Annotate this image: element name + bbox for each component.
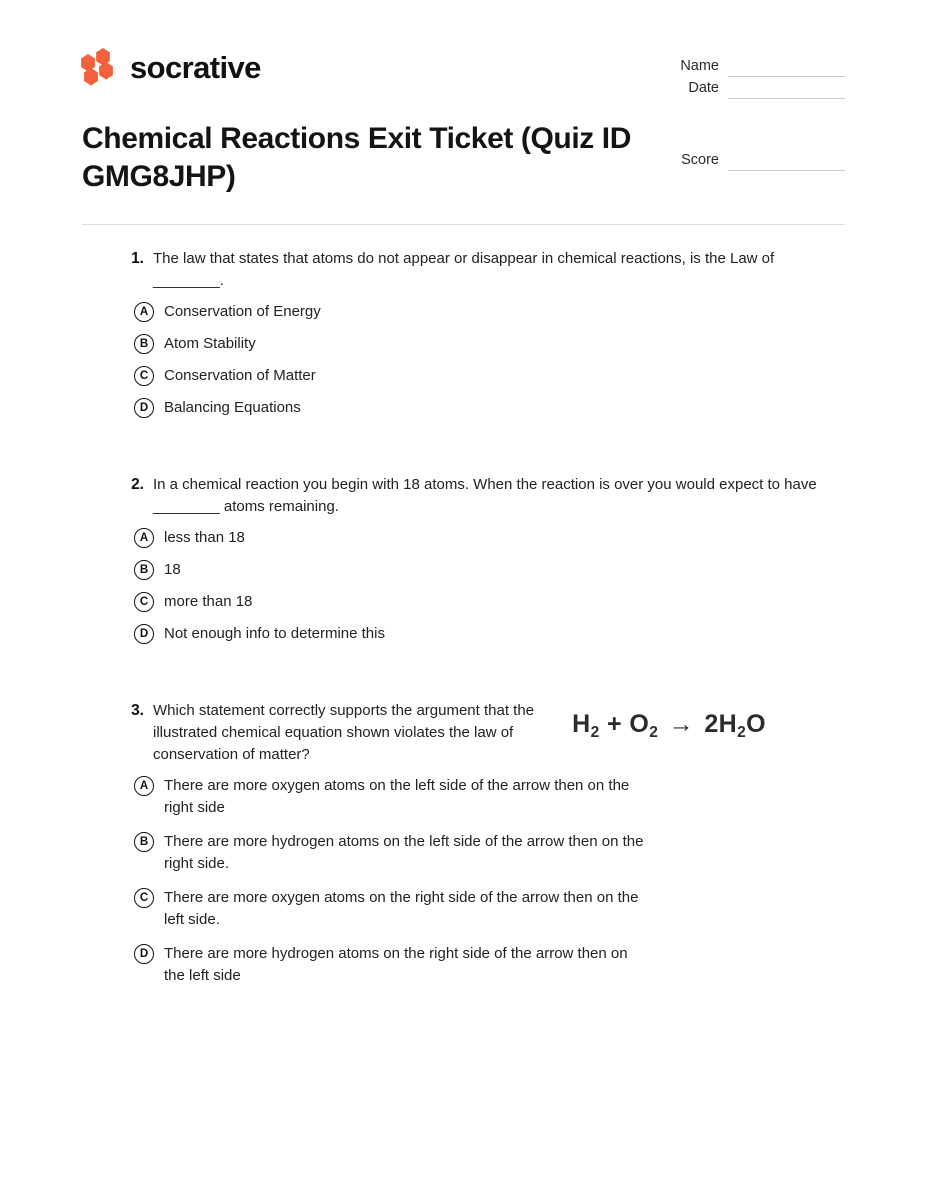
option-c[interactable]: [134, 887, 844, 931]
socrative-logo: [80, 48, 261, 86]
score-input-line[interactable]: [728, 153, 845, 171]
option-letter-circle[interactable]: B: [134, 560, 154, 580]
option-d[interactable]: [134, 623, 844, 645]
score-field-row: [660, 149, 845, 171]
question-3-text: Which statement correctly supports the argument that the illustrated chemical equation shown violates the law of conservation of matter?: [153, 702, 535, 763]
student-info-fields: [660, 55, 845, 171]
option-label: There are more oxygen atoms on the left side of the arrow then on the right side: [164, 777, 630, 816]
option-letter-circle[interactable]: B: [134, 334, 154, 354]
option-d[interactable]: [134, 397, 844, 419]
hexagon-shape: [83, 68, 99, 86]
question-1-options: [82, 301, 844, 419]
hexagon-shape: [98, 62, 114, 80]
question-3-number: 3.: [131, 702, 144, 719]
option-letter-circle[interactable]: A: [134, 528, 154, 548]
option-c[interactable]: [134, 365, 844, 387]
question-1-header: [82, 248, 844, 292]
header-divider: [82, 224, 845, 225]
option-letter-circle[interactable]: B: [134, 832, 154, 852]
option-letter-circle[interactable]: C: [134, 888, 154, 908]
page-header: [0, 0, 926, 193]
name-input-line[interactable]: [728, 59, 845, 77]
option-a[interactable]: [134, 527, 844, 549]
option-label: Balancing Equations: [164, 399, 301, 416]
hexagon-shape: [95, 48, 111, 66]
option-b[interactable]: [134, 333, 844, 355]
option-letter-circle[interactable]: A: [134, 776, 154, 796]
date-field-row: [660, 77, 845, 99]
socrative-hexagon-icon: [80, 48, 117, 86]
option-letter-circle[interactable]: C: [134, 592, 154, 612]
option-label: less than 18: [164, 529, 245, 546]
option-d[interactable]: [134, 943, 844, 987]
name-field-row: [660, 55, 845, 77]
option-label: Conservation of Matter: [164, 367, 316, 384]
option-letter-circle[interactable]: C: [134, 366, 154, 386]
option-label: Atom Stability: [164, 335, 256, 352]
questions-list: [0, 248, 926, 999]
question-1-number: 1.: [131, 250, 144, 267]
question-2-number: 2.: [131, 476, 144, 493]
option-b[interactable]: [134, 559, 844, 581]
reaction-arrow-icon: →: [668, 710, 694, 738]
option-label: There are more oxygen atoms on the right side of the arrow then on the left side.: [164, 889, 639, 928]
option-b[interactable]: [134, 831, 844, 875]
option-letter-circle[interactable]: D: [134, 944, 154, 964]
score-label: Score: [681, 152, 719, 168]
question-2-options: [82, 527, 844, 645]
option-letter-circle[interactable]: D: [134, 624, 154, 644]
question-2: [82, 474, 844, 645]
question-3-options: [82, 775, 844, 987]
page-title: Chemical Reactions Exit Ticket (Quiz ID GMG8JHP): [82, 122, 632, 193]
brand-name: socrative: [130, 49, 261, 85]
question-1: [82, 248, 844, 419]
question-2-header: [82, 474, 844, 518]
option-label: more than 18: [164, 593, 253, 610]
option-label: There are more hydrogen atoms on the left side of the arrow then on the right side.: [164, 833, 644, 872]
option-label: There are more hydrogen atoms on the right side of the arrow then on the left side: [164, 945, 628, 984]
question-3: [82, 700, 844, 987]
date-label: Date: [688, 80, 719, 96]
hexagon-shape: [80, 54, 96, 72]
date-input-line[interactable]: [728, 81, 845, 99]
name-label: Name: [680, 58, 719, 74]
option-label: Conservation of Energy: [164, 303, 321, 320]
option-a[interactable]: [134, 301, 844, 323]
question-2-text: In a chemical reaction you begin with 18 atoms. When the reaction is over you would expect to have ________ atoms remaining.: [153, 476, 817, 515]
option-letter-circle[interactable]: A: [134, 302, 154, 322]
option-a[interactable]: [134, 775, 844, 819]
option-c[interactable]: [134, 591, 844, 613]
option-label: 18: [164, 561, 181, 578]
option-letter-circle[interactable]: D: [134, 398, 154, 418]
option-label: Not enough info to determine this: [164, 625, 385, 642]
chemical-equation-figure: $H_2 + O_2 \to 2H_2O$: [572, 710, 766, 741]
question-1-text: The law that states that atoms do not appear or disappear in chemical reactions, is the Law of ________.: [153, 250, 775, 289]
